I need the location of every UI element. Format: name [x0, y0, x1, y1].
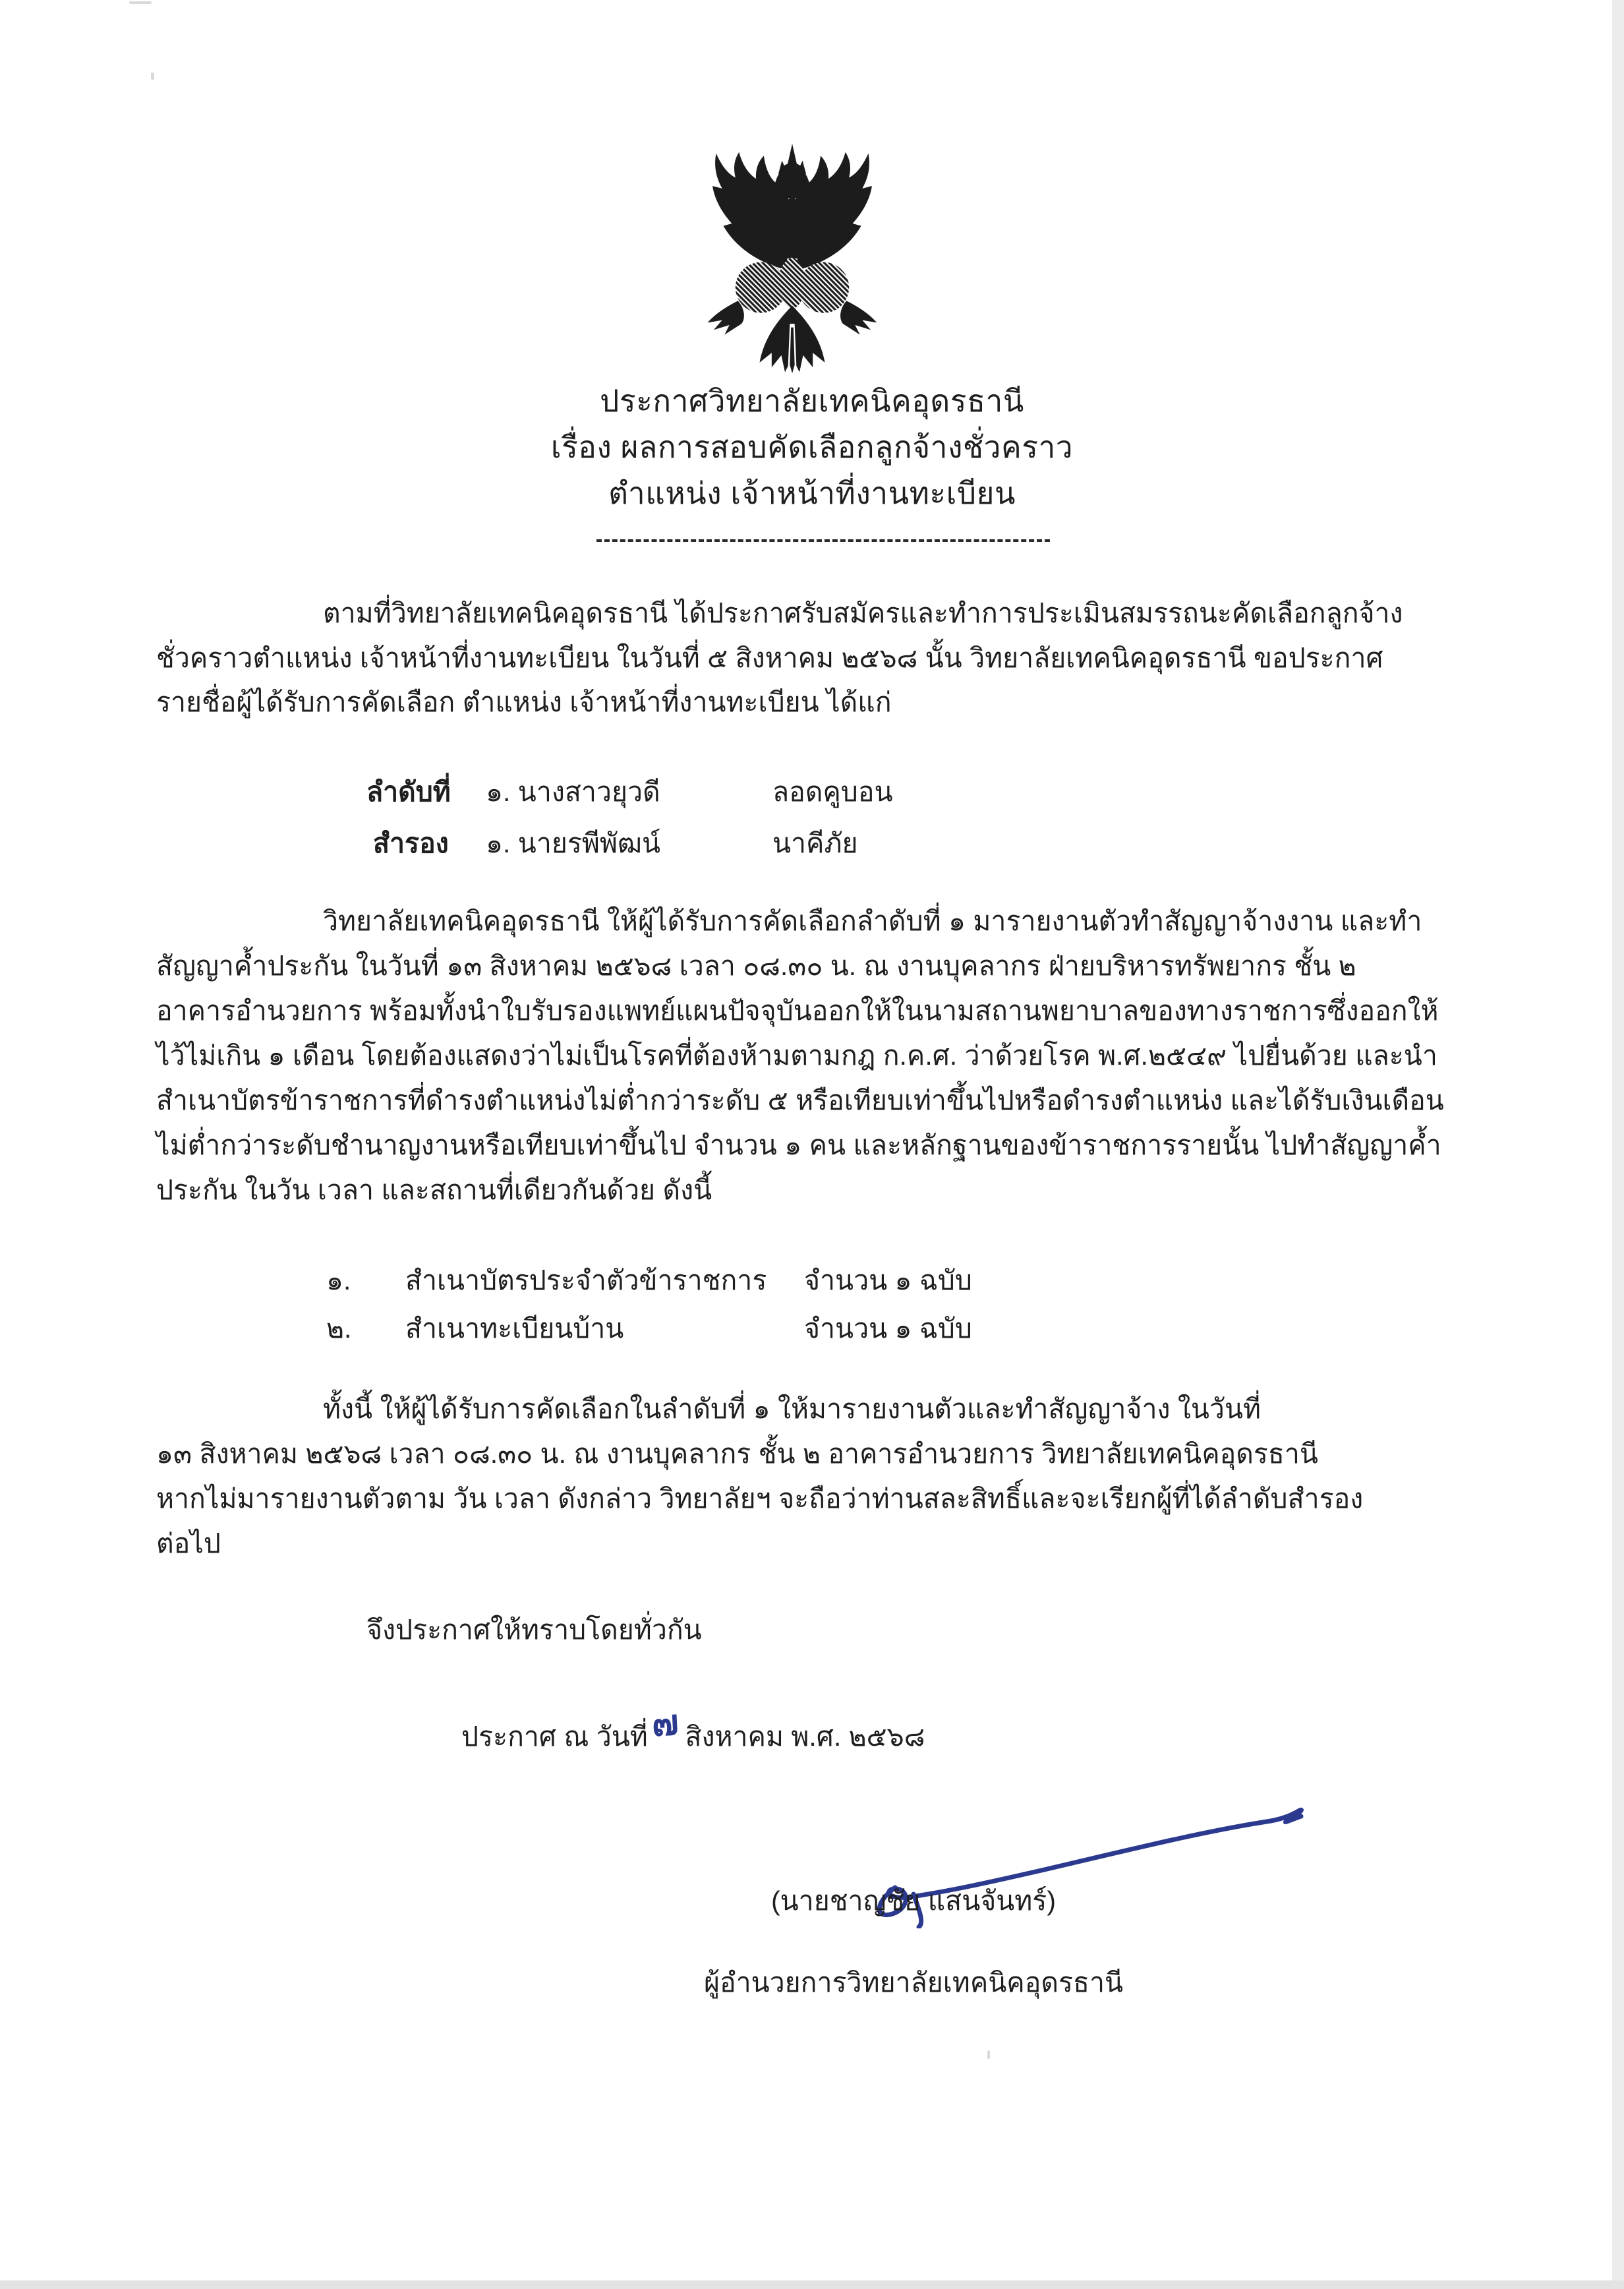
- paragraph-line: ตามที่วิทยาลัยเทคนิคอุดรธานี ได้ประกาศรับสมัครและทำการประเมินสมรรถนะคัดเลือกลูกจ้าง: [323, 598, 1403, 628]
- scan-edge-shadow: [0, 2280, 1624, 2289]
- title-separator: [596, 539, 1050, 542]
- announcement-position: ตำแหน่ง เจ้าหน้าที่งานทะเบียน: [608, 476, 1016, 510]
- candidate-name: ๑. นายรพีพัฒน์: [486, 828, 661, 858]
- paragraph-line: ต่อไป: [156, 1528, 221, 1559]
- paragraph-line: สำเนาบัตรข้าราชการที่ดำรงตำแหน่งไม่ต่ำกว่าระดับ ๕ หรือเทียบเท่าขึ้นไปหรือดำรงตำแหน่ง และได้รับเงินเดือน: [156, 1085, 1444, 1115]
- paragraph-line: อาคารอำนวยการ พร้อมทั้งนำใบรับรองแพทย์แผนปัจจุบันออกให้ในนามสถานพยาบาลของทางราชการซึ่งออกให้: [156, 996, 1439, 1026]
- reserve-label: สำรอง: [373, 828, 449, 858]
- paragraph-line: สัญญาค้ำประกัน ในวันที่ ๑๓ สิงหาคม ๒๕๖๘ เวลา ๐๘.๓๐ น. ณ งานบุคลากร ฝ่ายบริหารทรัพยากร ชั้น ๒: [156, 951, 1356, 981]
- candidate-name: ๑. นางสาวยุวดี: [486, 777, 660, 807]
- scan-speck: [151, 73, 154, 80]
- paragraph-line: ประกัน ในวัน เวลา และสถานที่เดียวกันด้วย ดังนี้: [156, 1175, 712, 1205]
- handwritten-day-number: ๗: [651, 1702, 680, 1744]
- rank-label: ลำดับที่: [366, 777, 451, 807]
- paragraph-line: หากไม่มารายงานตัวตาม วัน เวลา ดังกล่าว วิทยาลัยฯ จะถือว่าท่านสละสิทธิ์และจะเรียกผู้ที่ได้ลำดับสำรอง: [156, 1483, 1364, 1514]
- announcement-title: ประกาศวิทยาลัยเทคนิคอุดรธานี: [600, 384, 1024, 418]
- candidate-surname: ลอดคูบอน: [772, 777, 893, 807]
- candidate-surname: นาคีภัย: [772, 828, 858, 858]
- scan-edge-shadow: [1612, 0, 1624, 2289]
- signatory-role: ผู้อำนวยการวิทยาลัยเทคนิคอุดรธานี: [703, 1967, 1124, 1998]
- closing-statement: จึงประกาศให้ทราบโดยทั่วกัน: [366, 1615, 702, 1645]
- announcement-date-line: [461, 1702, 925, 1757]
- doc-item-amount: จำนวน ๑ ฉบับ: [804, 1313, 972, 1344]
- date-prefix: ประกาศ ณ วันที่: [461, 1721, 648, 1752]
- scan-speck: [129, 1, 152, 4]
- paragraph-line: รายชื่อผู้ได้รับการคัดเลือก ตำแหน่ง เจ้าหน้าที่งานทะเบียน ได้แก่: [156, 687, 892, 717]
- doc-item-text: สำเนาบัตรประจำตัวข้าราชการ: [405, 1265, 767, 1295]
- paragraph-line: ๑๓ สิงหาคม ๒๕๖๘ เวลา ๐๘.๓๐ น. ณ งานบุคลากร ชั้น ๒ อาคารอำนวยการ วิทยาลัยเทคนิคอุดรธานี: [156, 1439, 1318, 1469]
- paragraph-line: วิทยาลัยเทคนิคอุดรธานี ให้ผู้ได้รับการคัดเลือกลำดับที่ ๑ มารายงานตัวทำสัญญาจ้างงาน และทำ: [323, 906, 1422, 936]
- doc-item-amount: จำนวน ๑ ฉบับ: [804, 1265, 972, 1295]
- paragraph-line: ชั่วคราวตำแหน่ง เจ้าหน้าที่งานทะเบียน ในวันที่ ๕ สิงหาคม ๒๕๖๘ นั้น วิทยาลัยเทคนิคอุดรธานี ขอประกาศ: [156, 643, 1383, 673]
- scan-speck: [987, 2050, 990, 2059]
- announcement-subject: เรื่อง ผลการสอบคัดเลือกลูกจ้างชั่วคราว: [550, 430, 1074, 464]
- garuda-emblem-icon: [683, 140, 901, 387]
- signatory-name: (นายชาญชัย แสนจันทร์): [771, 1886, 1056, 1916]
- doc-item-text: สำเนาทะเบียนบ้าน: [405, 1313, 624, 1344]
- paragraph-line: ไว้ไม่เกิน ๑ เดือน โดยต้องแสดงว่าไม่เป็นโรคที่ต้องห้ามตามกฎ ก.ค.ศ. ว่าด้วยโรค พ.ศ.๒๕๔๙ ไปยื่นด้วย และนำ: [156, 1040, 1437, 1071]
- doc-item-number: ๒.: [326, 1313, 352, 1344]
- doc-item-number: ๑.: [326, 1265, 351, 1295]
- paragraph-line: ทั้งนี้ ให้ผู้ได้รับการคัดเลือกในลำดับที่ ๑ ให้มารายงานตัวและทำสัญญาจ้าง ในวันที่: [323, 1394, 1262, 1424]
- paragraph-line: ไม่ต่ำกว่าระดับชำนาญงานหรือเทียบเท่าขึ้นไป จำนวน ๑ คน และหลักฐานของข้าราชการรายนั้น ไปทำสัญญาค้ำ: [156, 1130, 1441, 1160]
- date-suffix: สิงหาคม พ.ศ. ๒๕๖๘: [685, 1721, 925, 1752]
